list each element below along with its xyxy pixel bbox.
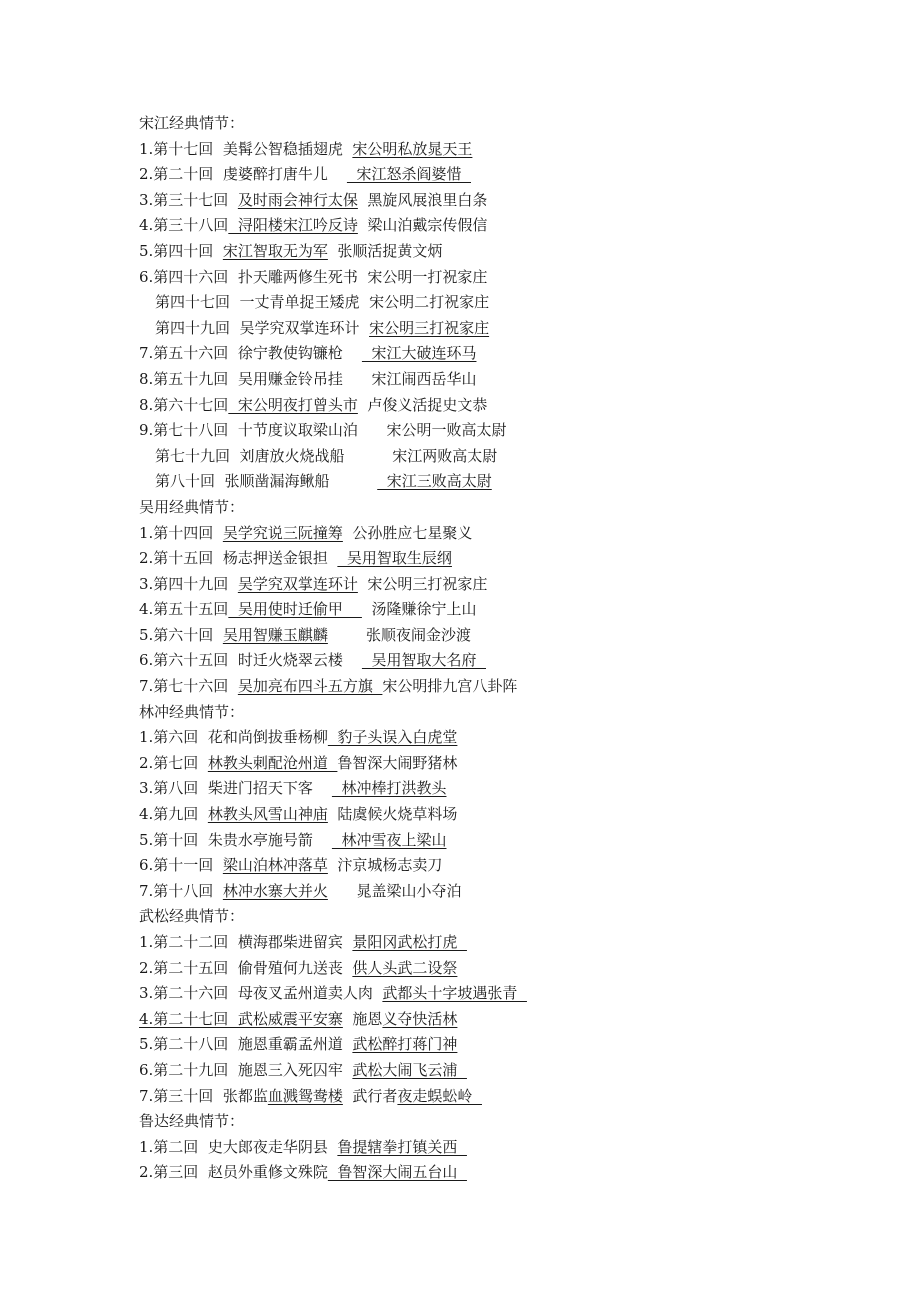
text-segment: 5.第二十八回 施恩重霸孟州道 bbox=[139, 1035, 353, 1054]
continuation-line bbox=[139, 444, 839, 470]
list-item bbox=[139, 572, 839, 598]
list-item bbox=[139, 188, 839, 214]
underlined-text: 宋江大破连环马 bbox=[361, 344, 477, 363]
continuation-line bbox=[139, 290, 839, 316]
underlined-text: 林冲雪夜上梁山 bbox=[331, 830, 447, 849]
text-segment: 武行者 bbox=[342, 1086, 398, 1105]
text-segment: 宋江经典情节： bbox=[139, 114, 245, 132]
text-segment: 第八十回 张顺凿漏海鳅船 bbox=[155, 472, 378, 491]
text-segment: 1.第十七回 美髯公智稳插翅虎 bbox=[139, 139, 353, 158]
text-segment: 汤隆赚徐宁上山 bbox=[361, 600, 477, 619]
text-segment: 3.第二十六回 母夜叉孟州道卖人肉 bbox=[139, 984, 383, 1003]
text-segment: 张顺活捉黄文炳 bbox=[327, 241, 443, 260]
text-segment: 宋公明三打祝家庄 bbox=[357, 574, 488, 593]
underlined-text: 武松醉打蒋门神 bbox=[352, 1035, 458, 1054]
underlined-text: 林冲水寨大并火 bbox=[222, 881, 328, 900]
underlined-text: 吴用智取生辰纲 bbox=[337, 549, 452, 568]
text-segment: 5.第六十回 bbox=[139, 625, 223, 644]
underlined-text: 宋公明夜打曾头市 bbox=[228, 395, 358, 414]
text-segment: 吴用经典情节： bbox=[139, 497, 245, 516]
underlined-text: 吴加亮布四斗五方旗 bbox=[237, 677, 383, 696]
underlined-text: 浔阳楼宋江吟反诗 bbox=[228, 216, 358, 235]
list-item bbox=[139, 1032, 839, 1058]
text-segment: 鲁智深大闹野猪林 bbox=[337, 753, 458, 772]
underlined-text: 夜走蜈蚣岭 bbox=[397, 1086, 482, 1105]
list-item bbox=[139, 1084, 839, 1110]
text-segment: 6.第十一回 bbox=[139, 856, 223, 875]
list-item bbox=[139, 418, 839, 444]
text-segment: 7.第七十六回 bbox=[139, 677, 238, 696]
text-segment: 2.第二十回 虔婆醉打唐牛儿 bbox=[139, 165, 347, 184]
text-segment: 3.第八回 柴进门招天下客 bbox=[139, 779, 332, 798]
text-segment: 汴京城杨志卖刀 bbox=[327, 856, 443, 875]
list-item bbox=[139, 597, 839, 623]
underlined-text: 林教头刺配沧州道 bbox=[207, 753, 338, 772]
list-item bbox=[139, 213, 839, 239]
text-segment: 第四十七回 一丈青单捉王矮虎 宋公明二打祝家庄 bbox=[155, 293, 490, 312]
section-heading bbox=[139, 904, 839, 930]
text-segment: 4.第三十八回 bbox=[139, 216, 229, 235]
underlined-text: 及时雨会神行太保 bbox=[237, 190, 358, 209]
text-segment: 6.第六十五回 时迁火烧翠云楼 bbox=[139, 651, 362, 670]
list-item bbox=[139, 648, 839, 674]
text-segment: 7.第三十回 张都监 bbox=[139, 1086, 268, 1105]
section-heading bbox=[139, 700, 839, 726]
list-item bbox=[139, 265, 839, 291]
text-segment: 3.第四十九回 bbox=[139, 574, 238, 593]
underlined-text: 义夺快活林 bbox=[382, 1009, 458, 1028]
underlined-text: 血溅鸳鸯楼 bbox=[267, 1086, 343, 1105]
continuation-line bbox=[139, 316, 839, 342]
underlined-text: 宋江三败高太尉 bbox=[377, 472, 492, 491]
text-segment: 1.第十四回 bbox=[139, 523, 223, 542]
underlined-text: 吴用智赚玉麒麟 bbox=[222, 625, 328, 644]
text-segment: 1.第二回 史大郎夜走华阴县 bbox=[139, 1137, 338, 1156]
underlined-text: 供人头武二设祭 bbox=[352, 958, 458, 977]
underlined-text: 宋公明三打祝家庄 bbox=[369, 318, 490, 337]
underlined-text: 景阳冈武松打虎 bbox=[352, 933, 467, 951]
list-item bbox=[139, 802, 839, 828]
list-item bbox=[139, 162, 839, 188]
text-segment: 4.第九回 bbox=[139, 805, 208, 824]
text-segment: 梁山泊戴宗传假信 bbox=[357, 216, 488, 235]
underlined-text: 鲁智深大闹五台山 bbox=[327, 1163, 467, 1182]
text-segment: 武松经典情节： bbox=[139, 907, 245, 926]
list-item bbox=[139, 1135, 839, 1161]
list-item bbox=[139, 853, 839, 879]
list-item bbox=[139, 725, 839, 751]
underlined-text: 武都头十字坡遇张青 bbox=[382, 984, 527, 1003]
list-item bbox=[139, 1058, 839, 1084]
list-item bbox=[139, 674, 839, 700]
list-item bbox=[139, 367, 839, 393]
text-segment: 2.第七回 bbox=[139, 753, 208, 772]
text-segment: 9.第七十八回 十节度议取梁山泊 宋公明一败高太尉 bbox=[139, 421, 507, 440]
continuation-line bbox=[139, 469, 839, 495]
underlined-text: 吴学究说三阮撞筹 bbox=[222, 523, 343, 542]
document-body bbox=[139, 111, 839, 1186]
text-segment: 林冲经典情节： bbox=[139, 702, 245, 721]
text-segment: 黑旋风展浪里白条 bbox=[357, 190, 488, 209]
text-segment: 第七十九回 刘唐放火烧战船 宋江两败高太尉 bbox=[155, 446, 498, 465]
underlined-text: 宋公明私放晁天王 bbox=[352, 139, 473, 158]
list-item bbox=[139, 341, 839, 367]
list-item bbox=[139, 1160, 839, 1186]
text-segment: 晁盖梁山小夺泊 bbox=[327, 881, 462, 900]
underlined-text: 吴学究双掌连环计 bbox=[237, 574, 358, 593]
text-segment: 8.第五十九回 吴用赚金铃吊挂 宋江闹西岳华山 bbox=[139, 369, 477, 388]
list-item bbox=[139, 956, 839, 982]
text-segment: 2.第三回 赵员外重修文殊院 bbox=[139, 1163, 328, 1182]
text-segment: 公孙胜应七星聚义 bbox=[342, 523, 473, 542]
text-segment: 施恩 bbox=[342, 1009, 383, 1028]
list-item bbox=[139, 879, 839, 905]
list-item bbox=[139, 828, 839, 854]
list-item bbox=[139, 521, 839, 547]
text-segment: 4.第五十五回 bbox=[139, 600, 229, 619]
list-item bbox=[139, 776, 839, 802]
text-segment: 3.第三十七回 bbox=[139, 190, 238, 209]
list-item bbox=[139, 623, 839, 649]
list-item bbox=[139, 930, 839, 956]
underlined-text: 林教头风雪山神庙 bbox=[207, 805, 328, 824]
section-heading bbox=[139, 111, 839, 137]
underlined-text: 宋江智取无为军 bbox=[222, 241, 328, 260]
list-item bbox=[139, 137, 839, 163]
text-segment: 宋公明排九宫八卦阵 bbox=[382, 677, 518, 696]
underlined-text: 吴用智取大名府 bbox=[361, 651, 486, 670]
underlined-text: 武松大闹飞云浦 bbox=[352, 1060, 467, 1079]
list-item bbox=[139, 1007, 839, 1033]
text-segment: 2.第十五回 杨志押送金银担 bbox=[139, 549, 338, 568]
underlined-text: 梁山泊林冲落草 bbox=[222, 856, 328, 875]
text-segment: 张顺夜闹金沙渡 bbox=[327, 625, 472, 644]
text-segment: 第四十九回 吴学究双掌连环计 bbox=[155, 318, 370, 337]
list-item bbox=[139, 239, 839, 265]
text-segment: 6.第二十九回 施恩三入死囚牢 bbox=[139, 1060, 353, 1079]
section-heading bbox=[139, 1109, 839, 1135]
underlined-text: 宋江怒杀阎婆惜 bbox=[346, 165, 471, 184]
section-heading bbox=[139, 495, 839, 521]
text-segment: 7.第十八回 bbox=[139, 881, 223, 900]
text-segment: 8.第六十七回 bbox=[139, 395, 229, 414]
list-item bbox=[139, 981, 839, 1007]
underlined-text: 吴用使时迁偷甲 bbox=[228, 600, 362, 619]
text-segment: 鲁达经典情节： bbox=[139, 1112, 245, 1131]
underlined-text: 4.第二十七回 武松威震平安寨 bbox=[139, 1009, 343, 1028]
underlined-text: 豹子头误入白虎堂 bbox=[327, 728, 458, 747]
text-segment: 1.第六回 花和尚倒拔垂杨柳 bbox=[139, 728, 328, 747]
list-item bbox=[139, 751, 839, 777]
text-segment: 5.第四十回 bbox=[139, 241, 223, 260]
underlined-text: 鲁提辖拳打镇关西 bbox=[337, 1137, 467, 1156]
text-segment: 2.第二十五回 偷骨殖何九送丧 bbox=[139, 958, 353, 977]
text-segment: 7.第五十六回 徐宁教使钩镰枪 bbox=[139, 344, 362, 363]
text-segment: 1.第二十二回 横海郡柴进留宾 bbox=[139, 933, 353, 951]
list-item bbox=[139, 393, 839, 419]
list-item bbox=[139, 546, 839, 572]
text-segment: 卢俊义活捉史文恭 bbox=[357, 395, 488, 414]
text-segment: 5.第十回 朱贵水亭施号箭 bbox=[139, 830, 332, 849]
text-segment: 陆虞候火烧草料场 bbox=[327, 805, 458, 824]
underlined-text: 林冲棒打洪教头 bbox=[331, 779, 447, 798]
text-segment: 6.第四十六回 扑天雕两修生死书 宋公明一打祝家庄 bbox=[139, 267, 488, 286]
